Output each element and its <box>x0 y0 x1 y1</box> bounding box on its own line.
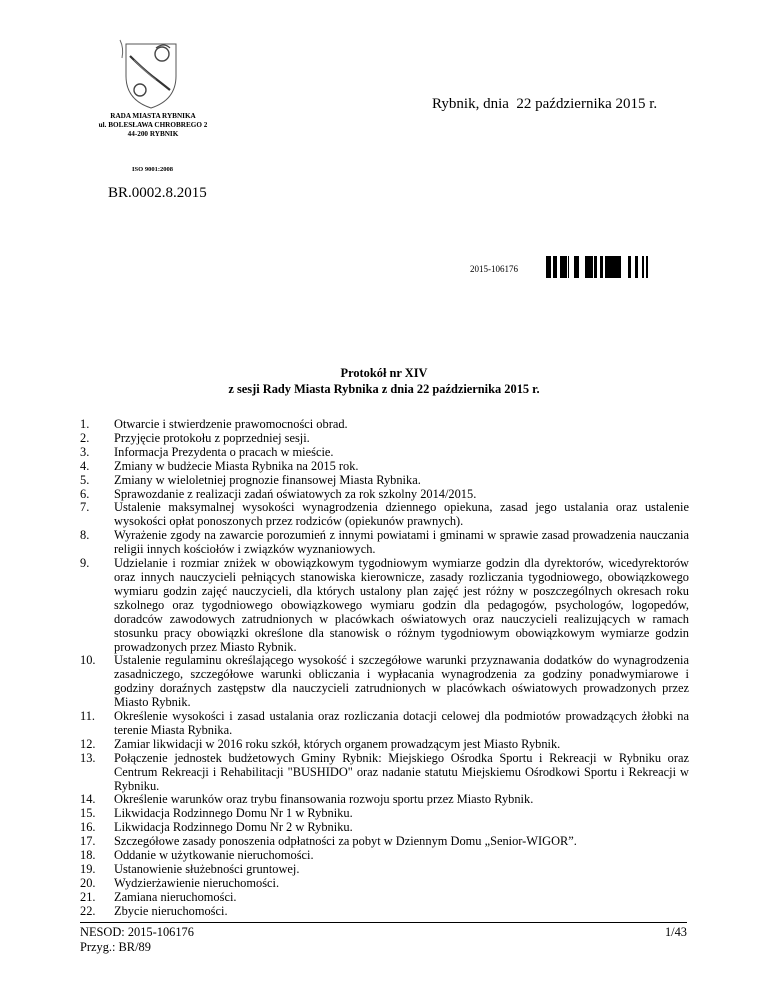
coat-of-arms-icon <box>112 38 190 110</box>
agenda-item-number: 7. <box>80 500 90 515</box>
agenda-item-number: 19. <box>80 862 96 876</box>
agenda-item-text: Likwidacja Rodzinnego Domu Nr 2 w Rybniku. <box>114 820 353 835</box>
agenda-item-number: 21. <box>80 889 96 904</box>
agenda-item-text: Sprawozdanie z realizacji zadań oświatowych za rok szkolny 2014/2015. <box>114 486 477 501</box>
org-postal: 44-200 RYBNIK <box>127 130 179 138</box>
organization-address <box>78 112 228 139</box>
agenda-list <box>80 418 689 919</box>
footer-info <box>80 925 194 955</box>
agenda-item-text: Ustalenie maksymalnej wysokości wynagrodzenia dziennego opiekuna, zasad jego ustalania oraz ustalenie wysokości opłat ponoszonych przez rodziców (opiekunów prawnych). <box>114 500 689 529</box>
document-title <box>80 365 688 397</box>
agenda-item-text: Połączenie jednostek budżetowych Gminy Rybnik: Miejskiego Ośrodka Sportu i Rekreacji w Rybniku oraz Centrum Rekreacji i Rehabilitacji "BUSHIDO" oraz nadanie statutu Miejskiemu Ośrodkowi Sportu i Rekreacji w Rybniku. <box>114 750 689 793</box>
agenda-item-number: 13. <box>80 750 96 765</box>
agenda-item <box>80 905 689 919</box>
city-date: Rybnik, dnia 22 października 2015 r. <box>432 96 658 112</box>
agenda-item-number: 1. <box>80 417 90 431</box>
agenda-item-text: Otwarcie i stwierdzenie prawomocności obrad. <box>114 417 348 431</box>
agenda-item <box>80 460 689 474</box>
agenda-item-text: Zamiar likwidacji w 2016 roku szkół, których organem prowadzącym jest Miasto Rybnik. <box>114 736 561 751</box>
protocol-number: Protokół nr XIV <box>340 366 428 380</box>
org-name: RADA MIASTA RYBNIKA <box>110 112 196 120</box>
agenda-item <box>80 877 689 891</box>
agenda-item-number: 17. <box>80 834 96 849</box>
agenda-item-text: Zbycie nieruchomości. <box>114 903 228 918</box>
agenda-item-text: Wydzierżawienie nieruchomości. <box>114 875 280 890</box>
page-number: 1/43 <box>664 925 687 939</box>
agenda-item <box>80 432 689 446</box>
document-code: 2015-106176 <box>470 264 518 274</box>
barcode-icon <box>546 256 653 278</box>
agenda-item <box>80 654 689 710</box>
session-title: z sesji Rady Miasta Rybnika z dnia 22 października 2015 r. <box>228 382 540 396</box>
org-street: ul. BOLESŁAWA CHROBREGO 2 <box>98 121 208 129</box>
agenda-item-text: Zamiana nieruchomości. <box>114 889 237 904</box>
agenda-item <box>80 891 689 905</box>
agenda-item-number: 6. <box>80 486 90 501</box>
nesod-number: NESOD: 2015-106176 <box>80 925 194 939</box>
agenda-item <box>80 835 689 849</box>
agenda-item <box>80 849 689 863</box>
footer-divider <box>80 922 687 923</box>
agenda-item <box>80 821 689 835</box>
agenda-item-text: Likwidacja Rodzinnego Domu Nr 1 w Rybniku. <box>114 806 353 821</box>
agenda-item <box>80 807 689 821</box>
agenda-item <box>80 529 689 557</box>
agenda-item-number: 9. <box>80 556 90 571</box>
agenda-item-text: Wyrażenie zgody na zawarcie porozumień z innymi powiatami i gminami w sprawie zasad prowadzenia nauczania religii innych kościołów i związków wyznaniowych. <box>114 528 689 557</box>
prepared-by: Przyg.: BR/89 <box>80 940 151 954</box>
agenda-item <box>80 418 689 432</box>
agenda-item-text: Przyjęcie protokołu z poprzedniej sesji. <box>114 430 310 445</box>
agenda-item-number: 11. <box>80 709 96 724</box>
agenda-item <box>80 501 689 529</box>
agenda-item-number: 8. <box>80 528 90 543</box>
agenda-item-text: Szczegółowe zasady ponoszenia odpłatności za pobyt w Dziennym Domu „Senior-WIGOR”. <box>114 834 577 849</box>
agenda-item-text: Zmiany w wieloletniej prognozie finansowej Miasta Rybnika. <box>114 472 421 487</box>
agenda-item-number: 12. <box>80 736 96 751</box>
agenda-item-number: 2. <box>80 430 90 445</box>
agenda-item <box>80 710 689 738</box>
agenda-item-number: 5. <box>80 472 90 487</box>
agenda-item-number: 3. <box>80 444 90 459</box>
agenda-item-number: 14. <box>80 792 96 807</box>
iso-certification: ISO 9001:2008 <box>132 166 173 173</box>
agenda-item-text: Informacja Prezydenta o pracach w mieście. <box>114 444 334 459</box>
agenda-item-text: Oddanie w użytkowanie nieruchomości. <box>114 848 314 863</box>
agenda-item-text: Ustanowienie służebności gruntowej. <box>114 862 300 876</box>
agenda-item <box>80 474 689 488</box>
agenda-item-text: Określenie wysokości i zasad ustalania oraz rozliczania dotacji celowej dla podmiotów prowadzących żłobki na terenie Miasta Rybnika. <box>114 709 689 737</box>
agenda-item-text: Udzielanie i rozmiar zniżek w obowiązkowym tygodniowym wymiarze godzin dla dyrektorów, wicedyrektorów oraz innych nauczycieli pełniących stanowiska kierownicze, zasady rozliczania tygodniowego, obowiązkowego wymiaru godzin zajęć nauczycieli, dla których ustalony plan zajęć jest różny w poszczególnych okresach roku szkolnego oraz tygodniowego obowiązkowego wymiaru godzin dla pedagogów, psychologów, logopedów, doradców zawodowych zatrudnionych w placówkach oświatowych oraz nauczycieli realizujących w ramach stosunku pracy obowiązki określone dla stanowisk o różnym tygodniowym obowiązkowym wymiarze godzin prowadzonych przez Miasto Rybnik. <box>114 556 689 654</box>
agenda-item-number: 16. <box>80 820 96 835</box>
agenda-item-text: Określenie warunków oraz trybu finansowania rozwoju sportu przez Miasto Rybnik. <box>114 792 534 807</box>
agenda-item-number: 22. <box>80 903 96 918</box>
agenda-item-text: Zmiany w budżecie Miasta Rybnika na 2015 rok. <box>114 458 359 473</box>
document-reference: BR.0002.8.2015 <box>108 185 207 201</box>
agenda-item <box>80 793 689 807</box>
agenda-item <box>80 446 689 460</box>
agenda-item-number: 10. <box>80 653 96 668</box>
agenda-item <box>80 738 689 752</box>
agenda-item-number: 20. <box>80 875 96 890</box>
agenda-item <box>80 752 689 794</box>
agenda-item <box>80 863 689 877</box>
agenda-item <box>80 557 689 654</box>
agenda-item-number: 15. <box>80 806 96 821</box>
agenda-item-number: 4. <box>80 458 90 473</box>
agenda-item-number: 18. <box>80 848 96 863</box>
agenda-item <box>80 488 689 502</box>
agenda-item-text: Ustalenie regulaminu określającego wysokość i szczegółowe warunki przyznawania dodatków do wynagrodzenia zasadniczego, szczegółowe warunki obliczania i wypłacania wynagrodzenia za godziny ponadwymiarowe i godziny doraźnych zastępstw dla nauczycieli zatrudnionych w placówkach oświatowych prowadzonych przez Miasto Rybnik. <box>114 653 689 710</box>
